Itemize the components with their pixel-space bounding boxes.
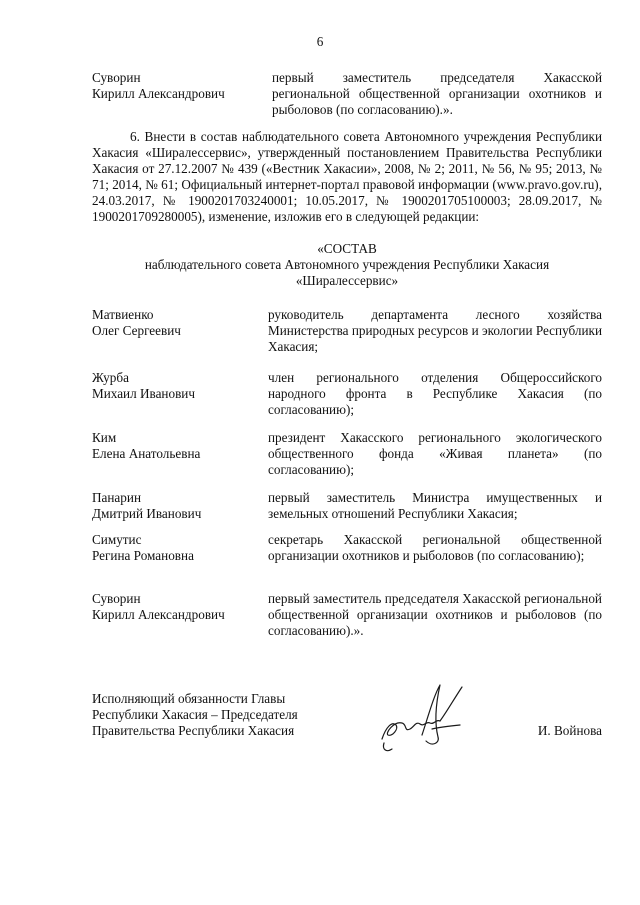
page-number: 6 bbox=[316, 34, 324, 49]
signer-position-line: Исполняющий обязанности Главы bbox=[92, 691, 286, 706]
surname: Суворин bbox=[92, 70, 141, 85]
person-role: секретарь Хакасской региональной общественной организации охотников и рыболовов (по согласованию); bbox=[268, 532, 602, 563]
member-entry bbox=[92, 591, 602, 643]
surname: Симутис bbox=[92, 532, 142, 547]
given-names: Кирилл Александрович bbox=[92, 607, 225, 622]
given-names: Михаил Иванович bbox=[92, 386, 195, 401]
member-entry bbox=[92, 370, 602, 422]
surname: Ким bbox=[92, 430, 117, 445]
person-name bbox=[92, 370, 272, 402]
given-names: Регина Романовна bbox=[92, 548, 194, 563]
composition-title bbox=[92, 241, 602, 289]
given-names: Елена Анатольевна bbox=[92, 446, 201, 461]
given-names: Кирилл Александрович bbox=[92, 86, 225, 101]
paragraph-6-text: 6. Внести в состав наблюдательного совета Автономного учреждения Республики Хакасия «Ширалессервис», утвержденный постановлением Правительства Республики Хакасия от 27.12.2007 № 439 («Вестник Хакасии», 2008, № 2; 2011, № 56, № 95; 2013, № 71; 2014, № 61; Официальный интернет-портал правовой информации (www.pravo.gov.ru), 24.03.2017, № 1900201703240001; 10.05.2017, № 1900201705100003; 28.09.2017, № 1900201709280005), изменение, изложив его в следующей редакции: bbox=[92, 129, 602, 224]
person-name bbox=[92, 532, 272, 564]
top-entry bbox=[92, 70, 602, 122]
member-entry bbox=[92, 307, 602, 359]
signer-position bbox=[92, 691, 298, 739]
given-names: Дмитрий Иванович bbox=[92, 506, 202, 521]
signer-name: И. Войнова bbox=[537, 723, 602, 738]
person-name bbox=[92, 430, 272, 462]
person-name bbox=[92, 70, 272, 102]
composition-organization: «Ширалессервис» bbox=[295, 273, 399, 288]
person-role: первый заместитель Министра имущественных и земельных отношений Республики Хакасия; bbox=[268, 490, 602, 521]
signer-position-line: Республики Хакасия – Председателя bbox=[92, 707, 298, 722]
composition-subtitle: наблюдательного совета Автономного учреждения Республики Хакасия bbox=[144, 257, 550, 272]
person-name bbox=[92, 307, 272, 339]
person-name bbox=[92, 591, 272, 623]
person-name bbox=[92, 490, 272, 522]
composition-heading: «СОСТАВ bbox=[317, 241, 377, 256]
person-role: президент Хакасского регионального экологического общественного фонда «Живая планета» (по согласованию); bbox=[268, 430, 602, 477]
paragraph-6 bbox=[92, 129, 602, 225]
surname: Панарин bbox=[92, 490, 141, 505]
member-entry bbox=[92, 532, 602, 584]
surname: Суворин bbox=[92, 591, 141, 606]
signature-block bbox=[92, 691, 602, 761]
surname: Матвиенко bbox=[92, 307, 154, 322]
member-entry bbox=[92, 430, 602, 482]
signer-position-line: Правительства Республики Хакасия bbox=[92, 723, 295, 738]
surname: Журба bbox=[92, 370, 129, 385]
handwritten-signature bbox=[374, 677, 474, 757]
person-role: первый заместитель председателя Хакасской региональной общественной организации охотников и рыболовов (по согласованию).». bbox=[268, 591, 602, 638]
person-role: член регионального отделения Общероссийского народного фронта в Республике Хакасия (по согласованию); bbox=[268, 370, 602, 417]
person-role: руководитель департамента лесного хозяйства Министерства природных ресурсов и экологии Республики Хакасия; bbox=[268, 307, 602, 354]
given-names: Олег Сергеевич bbox=[92, 323, 181, 338]
person-role: первый заместитель председателя Хакасской региональной общественной организации охотников и рыболовов (по согласованию).». bbox=[272, 70, 602, 117]
